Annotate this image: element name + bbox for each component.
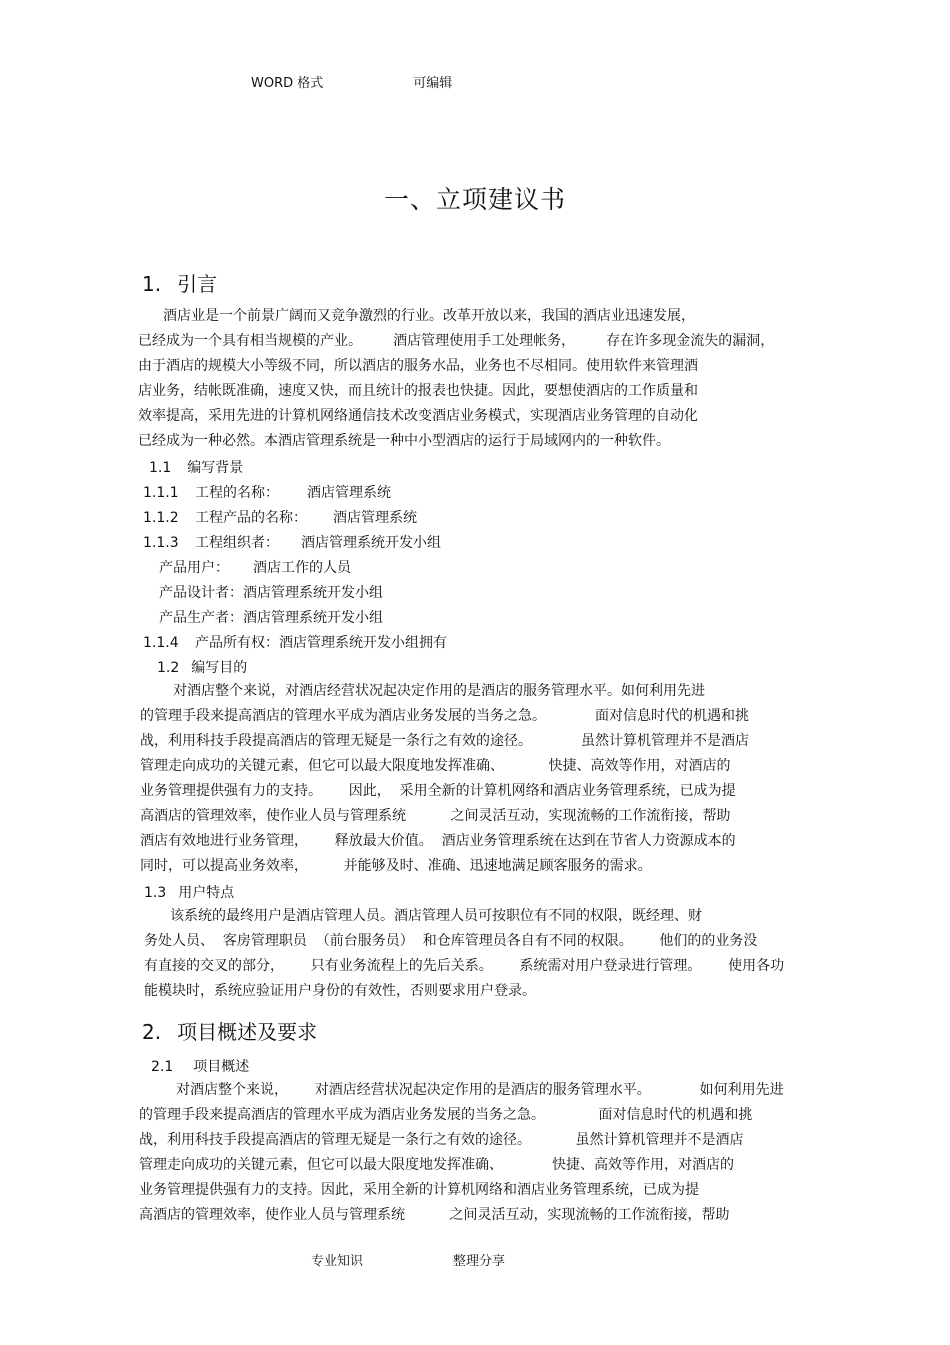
footer-left: 专业知识 (311, 1254, 364, 1269)
subsection-number: 1.1 (149, 460, 172, 476)
intro-line-2: 已经成为一个具有相当规模的产业。 酒店管理使用手工处理帐务， 存在许多现金流失的漏洞， (138, 333, 775, 349)
subsection-number: 2.1 (151, 1059, 174, 1075)
page-title: 一、立项建议书 (383, 185, 566, 214)
subsection-number: 1.3 (144, 885, 167, 901)
subsection-2-1 (151, 1056, 249, 1076)
header-right: 可编辑 (413, 76, 453, 91)
subsection-label: 用户特点 (178, 885, 235, 901)
subsection-number: 1.1.2 (143, 510, 179, 526)
field-label: 产品所有权：酒店管理系统开发小组拥有 (195, 635, 447, 651)
users-line-3: 有直接的交叉的部分， 只有业务流程上的先后关系。 系统需对用户登录进行管理。 使用各功 (144, 958, 785, 974)
field-value: 酒店管理系统 (307, 485, 391, 501)
intro-line-6: 已经成为一种必然。本酒店管理系统是一种中小型酒店的运行于局域网内的一种软件。 (138, 433, 670, 449)
intro-line-5: 效率提高，采用先进的计算机网络通信技术改变酒店业务模式，实现酒店业务管理的自动化 (138, 408, 698, 424)
subsection-number: 1.1.1 (143, 485, 179, 501)
overview-line-5: 业务管理提供强有力的支持。因此，采用全新的计算机网络和酒店业务管理系统，已成为提 (139, 1182, 699, 1198)
overview-line-3: 战，利用科技手段提高酒店的管理无疑是一条行之有效的途径。 虽然计算机管理并不是酒店 (139, 1132, 744, 1148)
product-designer: 产品设计者：酒店管理系统开发小组 (159, 585, 383, 601)
purpose-line-1: 对酒店整个来说，对酒店经营状况起决定作用的是酒店的服务管理水平。如何利用先进 (173, 683, 705, 699)
purpose-line-8: 同时，可以提高业务效率， 并能够及时、准确、迅速地满足顾客服务的需求。 (140, 858, 652, 874)
purpose-line-5: 业务管理提供强有力的支持。 因此， 采用全新的计算机网络和酒店业务管理系统，已成为提 (140, 783, 736, 799)
overview-line-2: 的管理手段来提高酒店的管理水平成为酒店业务发展的当务之急。 面对信息时代的机遇和挑 (139, 1107, 753, 1123)
subsection-label: 编写目的 (191, 660, 248, 676)
purpose-line-6: 高酒店的管理效率，使作业人员与管理系统 之间灵活互动，实现流畅的工作流衔接，帮助 (140, 808, 731, 824)
subsection-number: 1.2 (157, 660, 180, 676)
page-header (251, 72, 542, 91)
subsection-1-1-4 (143, 632, 447, 652)
purpose-line-3: 战，利用科技手段提高酒店的管理无疑是一条行之有效的途径。 虽然计算机管理并不是酒店 (140, 733, 749, 749)
subsection-1-1-2 (143, 507, 417, 527)
section2-title: 项目概述及要求 (177, 1020, 318, 1044)
overview-line-6: 高酒店的管理效率，使作业人员与管理系统 之间灵活互动，实现流畅的工作流衔接，帮助 (139, 1207, 730, 1223)
section1-number: 1. (142, 272, 162, 296)
subsection-1-2 (157, 657, 247, 677)
field-value: 酒店工作的人员 (253, 560, 351, 576)
users-line-1: 该系统的最终用户是酒店管理人员。酒店管理人员可按职位有不同的权限，既经理、财 (170, 908, 702, 924)
page-footer (311, 1250, 595, 1269)
header-left: WORD 格式 (251, 76, 324, 91)
field-label: 产品用户： (159, 560, 229, 576)
users-line-4: 能模块时，系统应验证用户身份的有效性，否则要求用户登录。 (144, 983, 536, 999)
subsection-1-1 (149, 457, 243, 477)
section1-title: 引言 (177, 272, 218, 296)
intro-line-4: 店业务，结帐既准确，速度又快，而且统计的报表也快捷。因此，要想使酒店的工作质量和 (138, 383, 698, 399)
product-user (159, 557, 351, 577)
section1-heading (142, 268, 217, 297)
field-value: 酒店管理系统开发小组 (301, 535, 441, 551)
subsection-number: 1.1.3 (143, 535, 179, 551)
overview-line-4: 管理走向成功的关键元素，但它可以最大限度地发挥准确、 快捷、高效等作用，对酒店的 (139, 1157, 734, 1173)
subsection-label: 项目概述 (193, 1059, 250, 1075)
purpose-line-7: 酒店有效地进行业务管理， 释放最大价值。 酒店业务管理系统在达到在节省人力资源成本的 (140, 833, 736, 849)
field-value: 酒店管理系统 (333, 510, 417, 526)
section2-number: 2. (142, 1020, 162, 1044)
overview-line-1: 对酒店整个来说， 对酒店经营状况起决定作用的是酒店的服务管理水平。 如何利用先进 (176, 1082, 784, 1098)
field-label: 工程组织者： (195, 535, 279, 551)
subsection-number: 1.1.4 (143, 635, 179, 651)
section2-heading (142, 1016, 317, 1045)
subsection-label: 编写背景 (187, 460, 244, 476)
purpose-line-4: 管理走向成功的关键元素，但它可以最大限度地发挥准确、 快捷、高效等作用，对酒店的 (140, 758, 731, 774)
field-label: 工程产品的名称： (195, 510, 307, 526)
intro-line-1: 酒店业是一个前景广阔而又竞争激烈的行业。改革开放以来，我国的酒店业迅速发展， (163, 308, 695, 324)
users-line-2: 务处人员、 客房管理职员 （前台服务员） 和仓库管理员各自有不同的权限。 他们的的业务没 (144, 933, 758, 949)
purpose-line-2: 的管理手段来提高酒店的管理水平成为酒店业务发展的当务之急。 面对信息时代的机遇和挑 (140, 708, 749, 724)
subsection-1-3 (144, 882, 234, 902)
subsection-1-1-3 (143, 532, 441, 552)
field-label: 工程的名称： (195, 485, 279, 501)
footer-right: 整理分享 (453, 1254, 506, 1269)
product-producer: 产品生产者：酒店管理系统开发小组 (159, 610, 383, 626)
intro-line-3: 由于酒店的规模大小等级不同，所以酒店的服务水品，业务也不尽相同。使用软件来管理酒 (138, 358, 698, 374)
subsection-1-1-1 (143, 482, 391, 502)
